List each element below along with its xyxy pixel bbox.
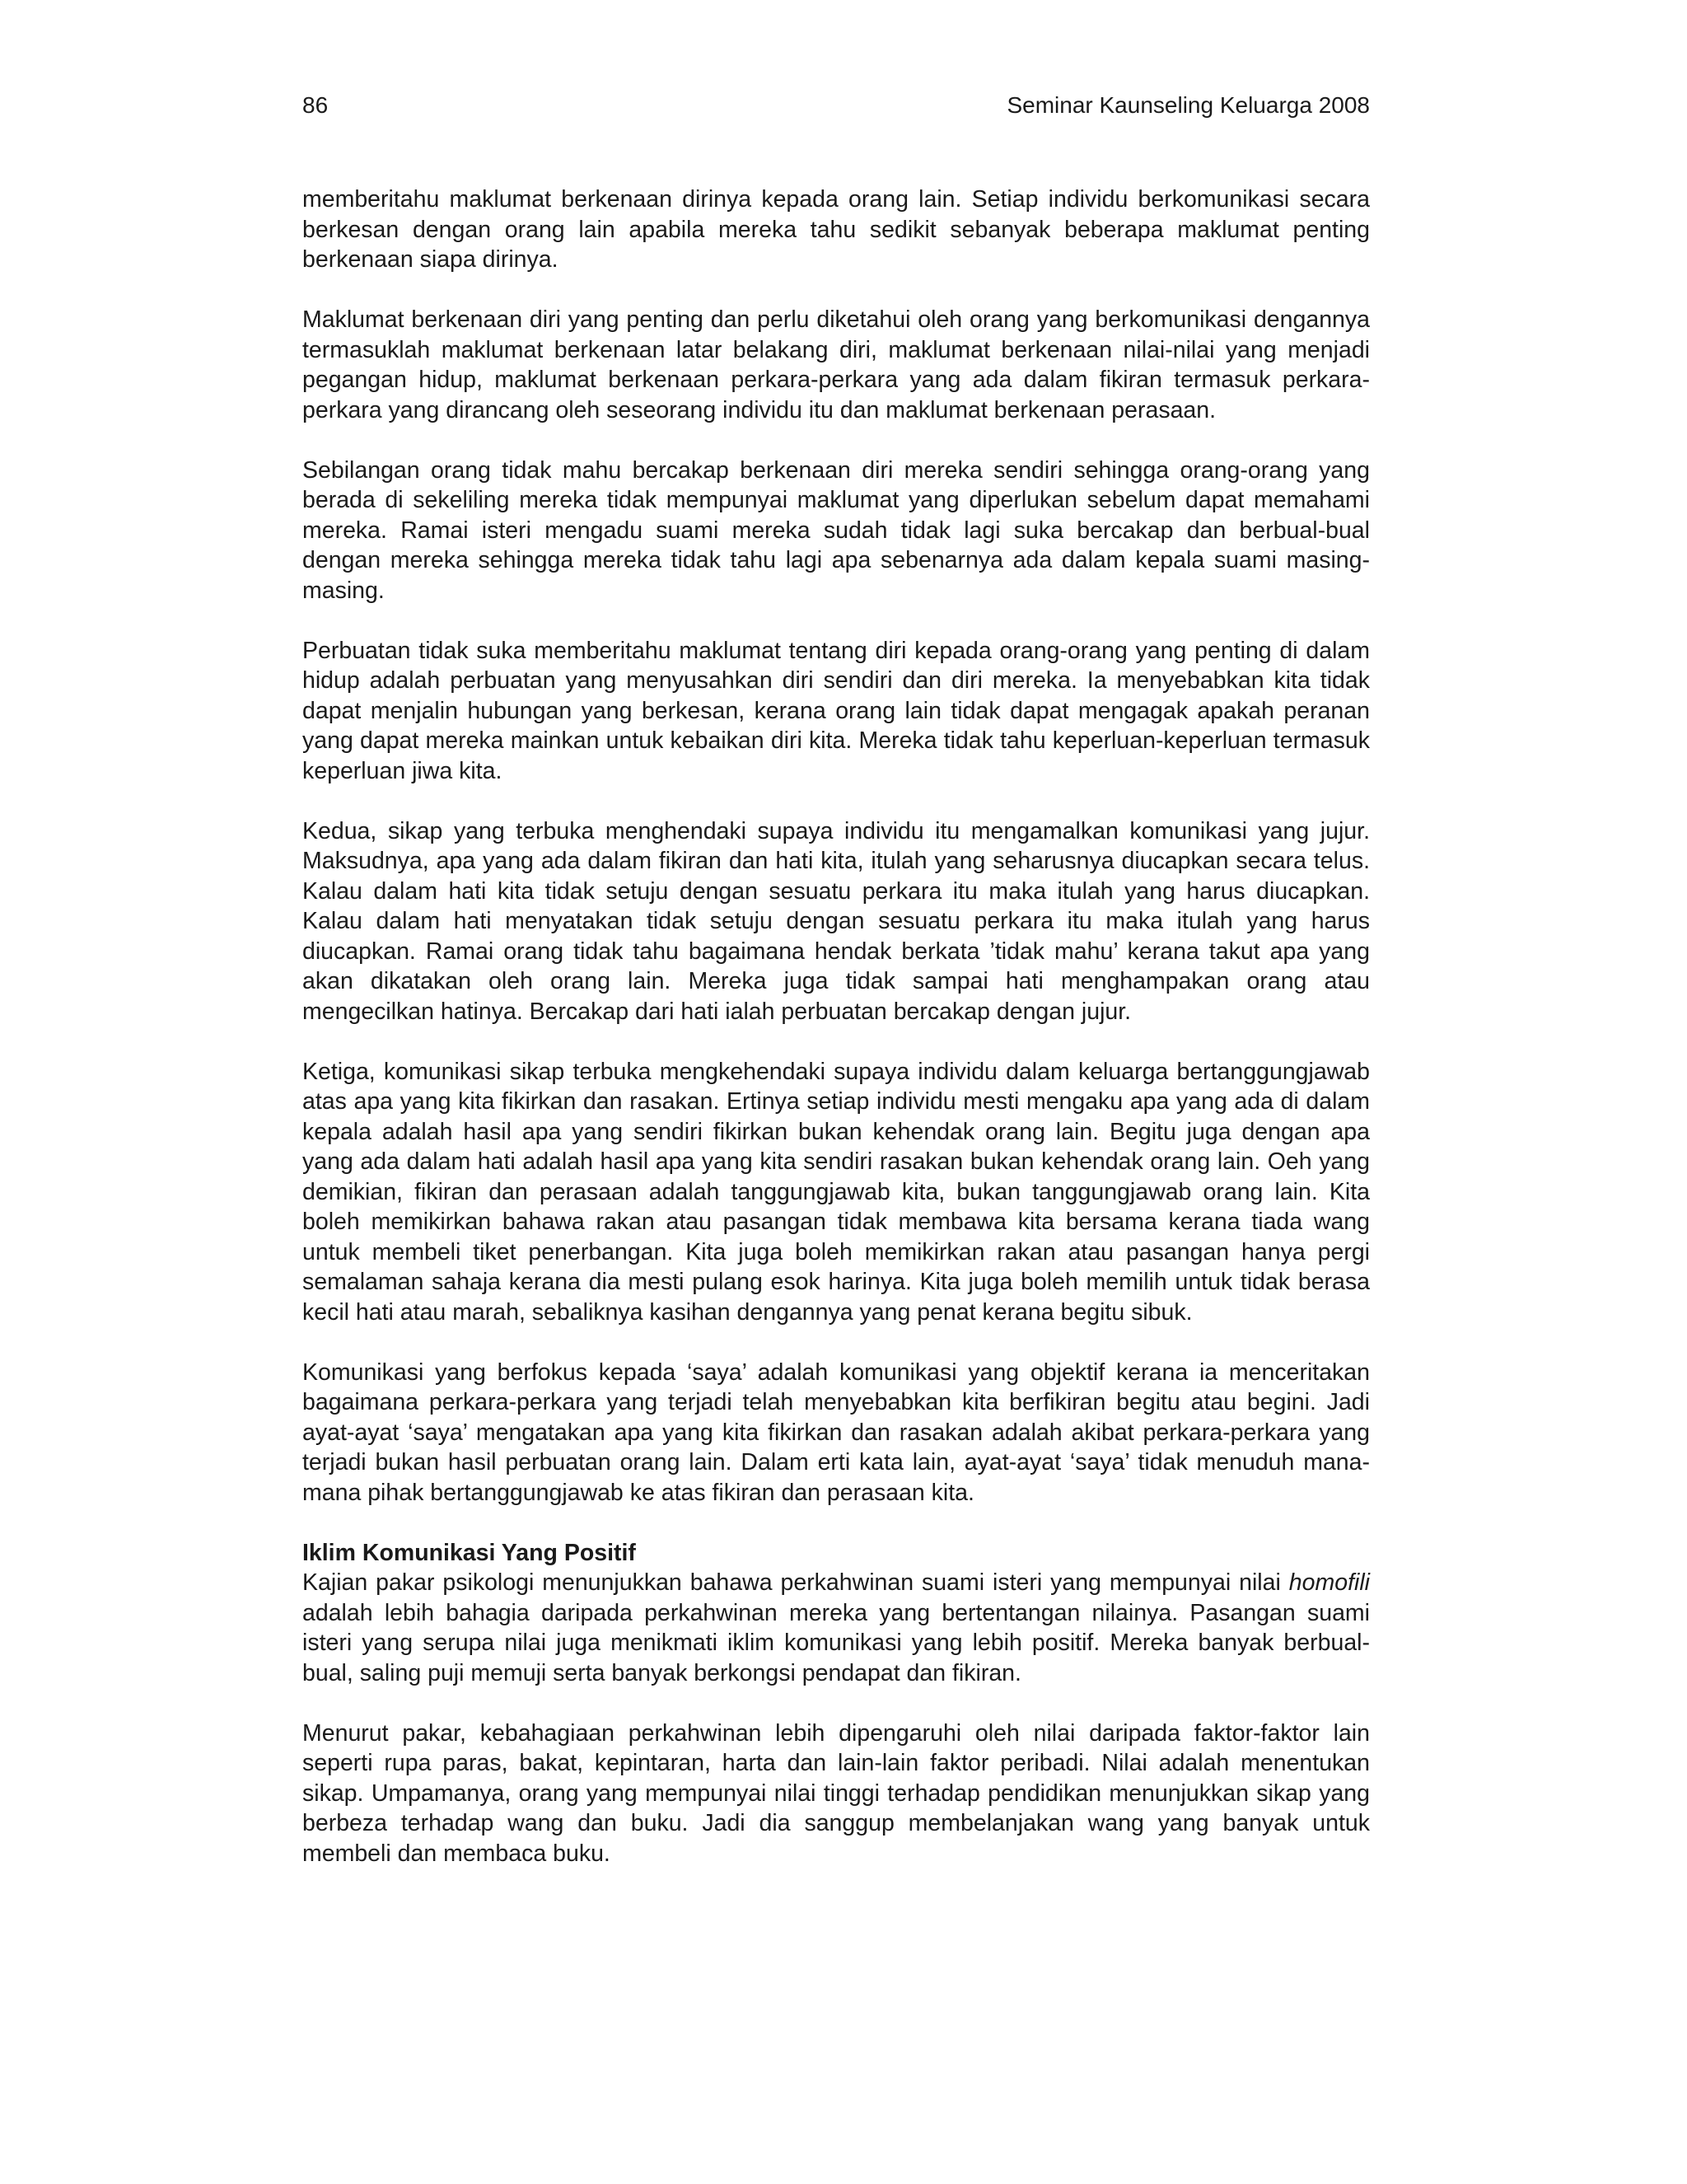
paragraph — [302, 1568, 1370, 1688]
section-iklim-komunikasi — [302, 1538, 1370, 1869]
italic-term: homofili — [1288, 1569, 1370, 1596]
paragraph: Ketiga, komunikasi sikap terbuka mengkehendaki supaya individu dalam keluarga bertanggungjawab atas apa yang kita fikirkan dan rasakan. Ertinya setiap individu mesti mengaku apa yang ada di dalam kepala adalah hasil apa yang sendiri fikirkan bukan kehendak orang lain. Begitu juga dengan apa yang ada dalam hati adalah hasil apa yang kita sendiri rasakan bukan kehendak orang lain. Oeh yang demikian, fikiran dan perasaan adalah tanggungjawab kita, bukan tanggungjawab orang lain. Kita boleh memikirkan bahawa rakan atau pasangan tidak membawa kita bersama kerana tiada wang untuk membeli tiket penerbangan. Kita juga boleh memikirkan rakan atau pasangan hanya pergi semalaman sahaja kerana dia mesti pulang esok harinya. Kita juga boleh memilih untuk tidak berasa kecil hati atau marah, sebaliknya kasihan dengannya yang penat kerana begitu sibuk. — [302, 1058, 1370, 1326]
paragraph: memberitahu maklumat berkenaan dirinya kepada orang lain. Setiap individu berkomunikasi secara berkesan dengan orang lain apabila mereka tahu sedikit sebanyak beberapa maklumat penting berkenaan siapa dirinya. — [302, 186, 1370, 273]
paragraph: Sebilangan orang tidak mahu bercakap berkenaan diri mereka sendiri sehingga orang-orang yang berada di sekeliling mereka tidak mempunyai maklumat yang diperlukan sebelum dapat memahami mereka. Ramai isteri mengadu suami mereka sudah tidak lagi suka bercakap dan berbual-bual dengan mereka sehingga mereka tidak tahu lagi apa sebenarnya ada dalam kepala suami masing-masing. — [302, 456, 1370, 604]
body-text — [302, 185, 1370, 1899]
paragraph-text: Kajian pakar psikologi menunjukkan bahawa perkahwinan suami isteri yang mempunyai nilai — [302, 1569, 1289, 1596]
running-title: Seminar Kaunseling Keluarga 2008 — [1007, 92, 1370, 118]
paragraph: Komunikasi yang berfokus kepada ‘saya’ adalah komunikasi yang objektif kerana ia menceritakan bagaimana perkara-perkara yang terjadi telah menyebabkan kita berfikiran begitu atau begini. Jadi ayat-ayat ‘saya’ mengatakan apa yang kita fikirkan dan rasakan adalah akibat perkara-perkara yang terjadi bukan hasil perbuatan orang lain. Dalam erti kata lain, ayat-ayat ‘saya’ tidak menuduh mana-mana pihak bertanggungjawab ke atas fikiran dan perasaan kita. — [302, 1359, 1370, 1506]
section-heading: Iklim Komunikasi Yang Positif — [302, 1539, 636, 1566]
paragraph: Perbuatan tidak suka memberitahu maklumat tentang diri kepada orang-orang yang penting di dalam hidup adalah perbuatan yang menyusahkan diri sendiri dan diri mereka. Ia menyebabkan kita tidak dapat menjalin hubungan yang berkesan, kerana orang lain tidak dapat mengagak apakah peranan yang dapat mereka mainkan untuk kebaikan diri kita. Mereka tidak tahu keperluan-keperluan termasuk keperluan jiwa kita. — [302, 637, 1370, 784]
page-header — [302, 89, 1370, 122]
paragraph: Maklumat berkenaan diri yang penting dan perlu diketahui oleh orang yang berkomunikasi dengannya termasuklah maklumat berkenaan latar belakang diri, maklumat berkenaan nilai-nilai yang menjadi pegangan hidup, maklumat berkenaan perkara-perkara yang ada dalam fikiran termasuk perkara-perkara yang dirancang oleh seseorang individu itu dan maklumat berkenaan perasaan. — [302, 306, 1370, 423]
page-number: 86 — [302, 92, 329, 118]
paragraph-text: adalah lebih bahagia daripada perkahwinan mereka yang bertentangan nilainya. Pasangan suami isteri yang serupa nilai juga menikmati iklim komunikasi yang lebih positif. Mereka banyak berbual-bual, saling puji memuji serta banyak berkongsi pendapat dan fikiran. — [302, 1599, 1370, 1686]
paragraph: Menurut pakar, kebahagiaan perkahwinan lebih dipengaruhi oleh nilai daripada faktor-faktor lain seperti rupa paras, bakat, kepintaran, harta dan lain-lain faktor peribadi. Nilai adalah menentukan sikap. Umpamanya, orang yang mempunyai nilai tinggi terhadap pendidikan menunjukkan sikap yang berbeza terhadap wang dan buku. Jadi dia sanggup membelanjakan wang yang banyak untuk membeli dan membaca buku. — [302, 1719, 1370, 1867]
paragraph: Kedua, sikap yang terbuka menghendaki supaya individu itu mengamalkan komunikasi yang jujur. Maksudnya, apa yang ada dalam fikiran dan hati kita, itulah yang seharusnya diucapkan secara telus. Kalau dalam hati kita tidak setuju dengan sesuatu perkara itu maka itulah yang harus diucapkan. Kalau dalam hati menyatakan tidak setuju dengan sesuatu perkara itu maka itulah yang harus diucapkan. Ramai orang tidak tahu bagaimana hendak berkata ’tidak mahu’ kerana takut apa yang akan dikatakan oleh orang lain. Mereka juga tidak sampai hati menghampakan orang atau mengecilkan hatinya. Bercakap dari hati ialah perbuatan bercakap dengan jujur. — [302, 817, 1370, 1025]
